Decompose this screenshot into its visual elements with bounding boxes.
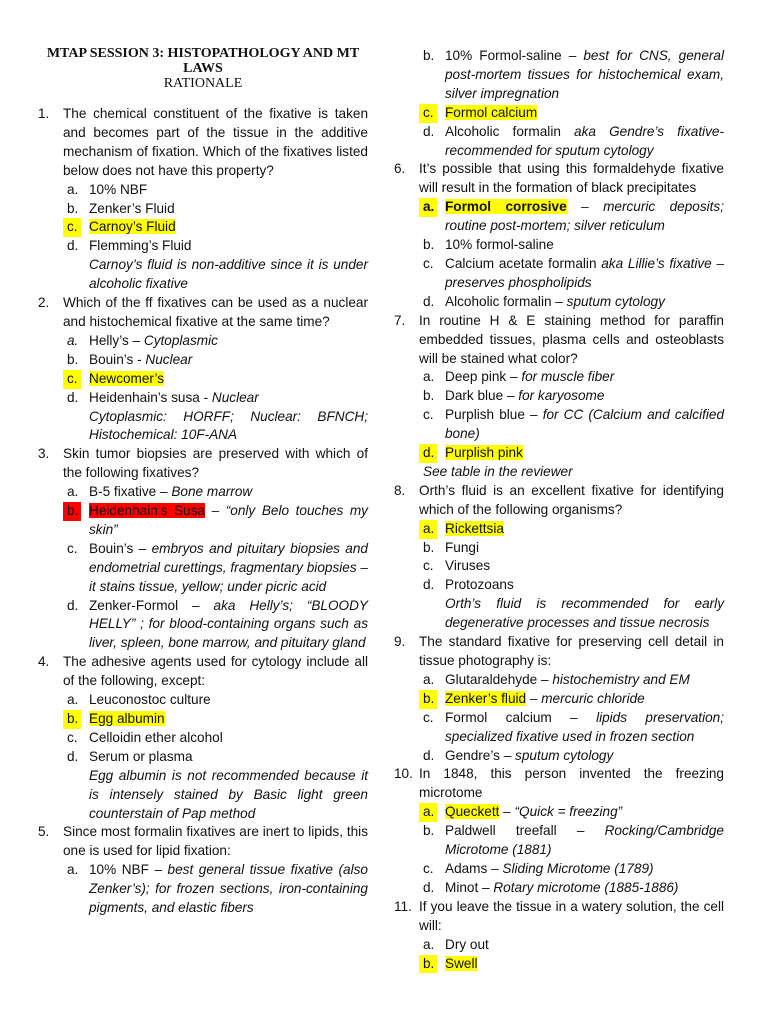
question-6: 6. It’s possible that using this formaldehyde fixative will result in the formation of black precipitates: [394, 161, 724, 196]
question-11: 11. If you leave the tissue in a watery solution, the cell will:: [394, 898, 724, 933]
option-5c-answer: c. Formol calcium: [394, 104, 724, 123]
question-3: 3. Skin tumor biopsies are preserved with which of the following fixatives?: [38, 446, 368, 481]
option-2b: b. Bouin’s - Nuclear: [67, 351, 193, 367]
option-2c-answer: c. Newcomer’s: [38, 370, 368, 389]
option-11a: a. Dry out: [423, 936, 489, 952]
rationale-4: Egg albumin is not recommended because it is intensely stained by Basic light green counterstain of Pap method: [89, 767, 368, 821]
right-column: [394, 0, 724, 973]
option-5a: a. 10% NBF – best general tissue fixative (also Zenker’s); for frozen sections, iron-containing pigments, and elastic fibers: [67, 862, 368, 916]
question-number: 1.: [38, 106, 50, 121]
rationale-2-line1: Cytoplasmic: HORFF; Nuclear: BFNCH;: [89, 408, 368, 424]
question-2: 2. Which of the ff fixatives can be used as a nuclear and histochemical fixative at the same time?: [38, 295, 368, 329]
option-7a: a. Deep pink – for muscle fiber: [423, 369, 615, 385]
option-9b-answer: b. Zenker’s fluid – mercuric chloride: [394, 690, 724, 709]
option-6d: d. Alcoholic formalin – sputum cytology: [423, 293, 665, 309]
option-2d: d. Heidenhain’s susa - Nuclear: [67, 389, 259, 405]
question-8: 8. Orth’s fluid is an excellent fixative for identifying which of the following organisms?: [394, 482, 724, 517]
option-2a: a. Helly’s – Cytoplasmic: [67, 332, 218, 348]
option-4a: a. Leuconostoc culture: [67, 692, 211, 708]
option-10b: b. Paldwell treefall – Rocking/Cambridge Microtome (1881): [423, 823, 724, 858]
option-7c: c. Purplish blue – for CC (Calcium and calcified bone): [423, 407, 725, 442]
option-6c: c. Calcium acetate formalin aka Lillie’s fixative – preserves phospholipids: [423, 255, 725, 290]
option-8c: c. Viruses: [423, 558, 491, 574]
option-4c: c. Celloidin ether alcohol: [67, 729, 223, 745]
question-7: 7. In routine H & E staining method for paraffin embedded tissues, plasma cells and osteoblasts will be stained what color?: [394, 312, 724, 366]
option-3b-answer: b. Heidenhain’s Susa – “only Belo touches my skin”: [38, 502, 368, 540]
option-8b: b. Fungi: [423, 539, 480, 555]
option-4b-answer: b. Egg albumin: [38, 710, 368, 729]
option-8a-answer: a. Rickettsia: [394, 520, 724, 539]
option-1b: b. Zenker’s Fluid: [67, 200, 175, 216]
question-9: 9. The standard fixative for preserving cell detail in tissue photography is:: [394, 634, 724, 668]
option-1d: d. Flemming’s Fluid: [67, 238, 192, 254]
question-10: 10. In 1848, this person invented the freezing microtome: [394, 766, 724, 801]
option-4d: d. Serum or plasma: [67, 748, 193, 764]
question-text: The chemical constituent of the fixative is taken and becomes part of the tissue in the additive mechanism of fixation. Which of the fixatives listed below does not have this property?: [63, 106, 368, 178]
option-8d: d. Protozoans: [423, 577, 514, 593]
rationale-7: See table in the reviewer: [423, 463, 573, 479]
option-11b-answer: b. Swell: [394, 955, 724, 974]
option-9a: a. Glutaraldehyde – histochemistry and EM: [423, 671, 690, 687]
page-title: MTAP SESSION 3: HISTOPATHOLOGY AND MT LAWS: [46, 46, 360, 76]
option-5b: b. 10% Formol-saline – best for CNS, general post-mortem tissues for histochemical exam, silver impregnation: [423, 48, 724, 101]
option-3c: c. Bouin’s – embryos and pituitary biopsies and endometrial curettings, fragmentary biopsies – it stains tissue, yellow; under picric acid: [67, 540, 368, 594]
option-9c: c. Formol calcium – lipids preservation; specialized fixative used in frozen section: [423, 709, 724, 744]
option-1a: a. 10% NBF: [67, 181, 148, 197]
option-7b: b. Dark blue – for karyosome: [423, 388, 605, 404]
rationale-8: Orth’s fluid is recommended for early degenerative processes and tissue necrosis: [445, 596, 724, 631]
option-10a-answer: a. Queckett – “Quick = freezing”: [394, 803, 724, 822]
option-3a: a. B-5 fixative – Bone marrow: [67, 484, 253, 500]
option-7d-answer: d. Purplish pink: [394, 444, 724, 463]
question-5: 5. Since most formalin fixatives are inert to lipids, this one is used for lipid fixation:: [38, 824, 368, 859]
option-3d: d. Zenker-Formol – aka Helly’s; “BLOODY HELLY” ; for blood-containing organs such as liver, spleen, bone marrow, and pituitary gland: [67, 597, 368, 651]
option-10d: d. Minot – Rotary microtome (1885-1886): [423, 879, 679, 895]
option-1c-answer: c. Carnoy’s Fluid: [38, 218, 368, 237]
option-10c: c. Adams – Sliding Microtome (1789): [423, 860, 654, 876]
question-1: [38, 105, 368, 181]
option-6b: b. 10% formol-saline: [423, 237, 554, 253]
rationale-1: Carnoy’s fluid is non-additive since it is under alcoholic fixative: [89, 257, 368, 292]
option-5d: d. Alcoholic formalin aka Gendre’s fixative- recommended for sputum cytology: [423, 123, 724, 158]
page-subtitle: RATIONALE: [163, 76, 243, 91]
rationale-2-line2: Histochemical: 10F-ANA: [89, 427, 238, 443]
left-column: [38, 0, 368, 918]
option-6a-answer: a. Formol corrosive – mercuric deposits; routine post-mortem; silver reticulum: [394, 198, 724, 236]
option-9d: d. Gendre’s – sputum cytology: [423, 747, 614, 763]
question-4: 4. The adhesive agents used for cytology include all of the following, except:: [38, 654, 368, 689]
